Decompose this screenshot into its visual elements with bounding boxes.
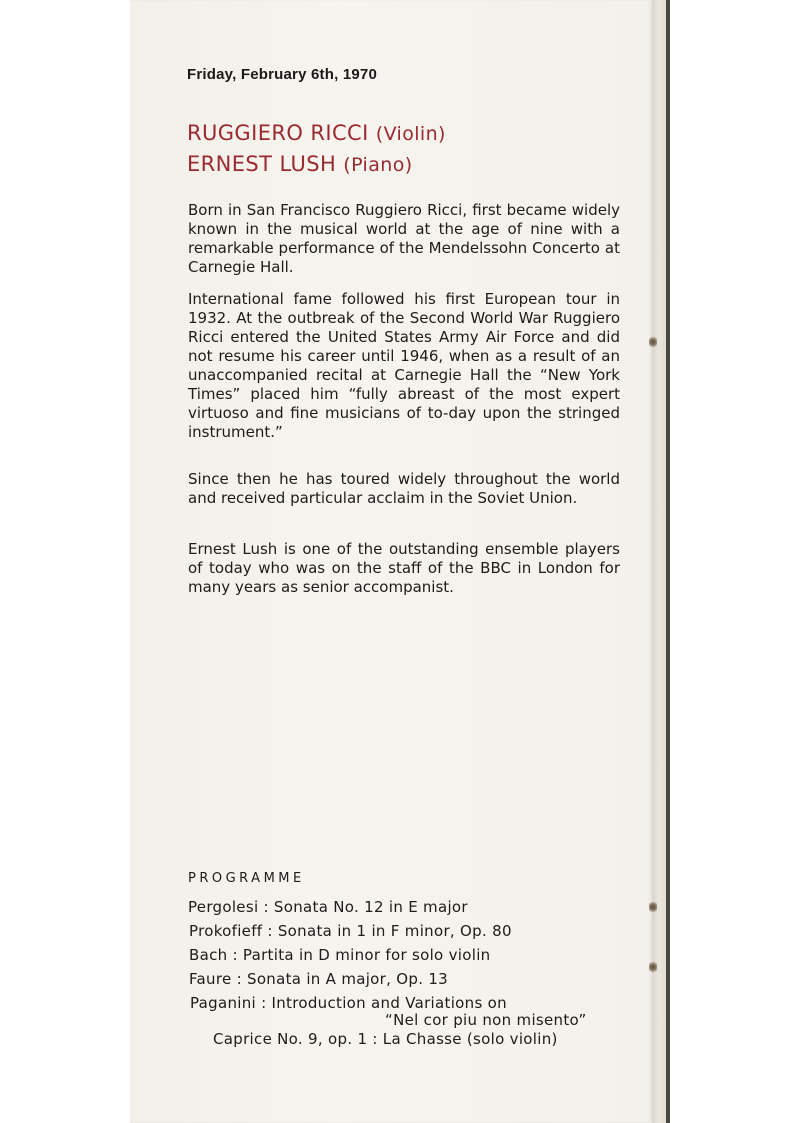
performer-name: ERNEST LUSH bbox=[187, 152, 337, 176]
programme-item: Caprice No. 9, op. 1 : La Chasse (solo violin) bbox=[213, 1030, 558, 1048]
programme-item: Faure : Sonata in A major, Op. 13 bbox=[189, 970, 449, 988]
biography-paragraph: Ernest Lush is one of the outstanding ensemble players of today who was on the staff of the BBC in London for many years as senior accompanist. bbox=[188, 540, 620, 596]
background-margin bbox=[670, 0, 794, 1123]
performer-name: RUGGIERO RICCI bbox=[187, 121, 369, 145]
biography-paragraph: Born in San Francisco Ruggiero Ricci, first became widely known in the musical world at the age of nine with a remarkable performance of the Mendelssohn Concerto at Carnegie Hall. bbox=[188, 201, 620, 276]
programme-item: Bach : Partita in D minor for solo violin bbox=[189, 946, 491, 964]
performer-piano bbox=[187, 152, 413, 176]
biography-paragraph: Since then he has toured widely throughout the world and received particular acclaim in the Soviet Union. bbox=[188, 470, 620, 507]
biography-paragraph: International fame followed his first European tour in 1932. At the outbreak of the Second World War Ruggiero Ricci entered the United States Army Air Force and did not resume his career until 1946, when as a result of an unaccompanied recital at Carnegie Hall the “New York Times” placed him “fully abreast of the most expert virtuoso and fine musicians of to-day upon the stringed instrument.” bbox=[188, 290, 620, 441]
programme-heading: PROGRAMME bbox=[188, 871, 305, 886]
programme-item: “Nel cor piu non misento” bbox=[385, 1011, 587, 1029]
programme-item: Paganini : Introduction and Variations on bbox=[190, 994, 507, 1012]
performer-instrument: (Violin) bbox=[375, 123, 446, 145]
adjacent-page-edge bbox=[652, 0, 666, 1123]
staple-mark bbox=[649, 335, 657, 349]
performer-instrument: (Piano) bbox=[343, 154, 413, 176]
staple-mark bbox=[649, 900, 657, 914]
performer-violin bbox=[187, 121, 446, 145]
concert-date: Friday, February 6th, 1970 bbox=[187, 66, 377, 83]
programme-item: Prokofieff : Sonata in 1 in F minor, Op. 80 bbox=[189, 922, 512, 940]
programme-item: Pergolesi : Sonata No. 12 in E major bbox=[188, 898, 468, 916]
staple-mark bbox=[649, 960, 657, 974]
